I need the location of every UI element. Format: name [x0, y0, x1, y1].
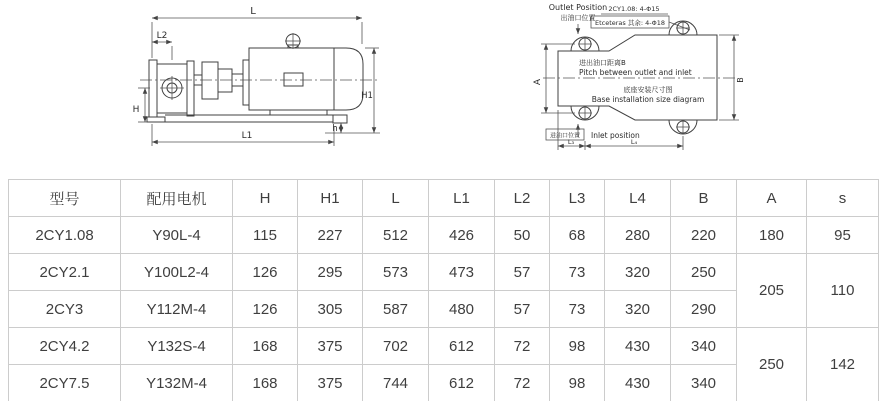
inlet-label-zh: 进油口位置 — [549, 132, 581, 140]
table-cell: 280 — [605, 217, 671, 254]
coupling — [194, 60, 249, 105]
base-caption-en: Base installation size diagram — [591, 95, 705, 104]
pitch-label-en: Pitch between outlet and inlet — [579, 68, 692, 77]
table-cell: 95 — [807, 217, 879, 254]
table-cell: 227 — [298, 217, 363, 254]
mounting-ear-top-right — [669, 21, 697, 35]
dim-A-label: A — [533, 78, 543, 86]
table-cell: 142 — [807, 328, 879, 401]
table-cell: Y132S-4 — [121, 328, 233, 365]
table-cell: 73 — [550, 291, 605, 328]
diagram-area — [0, 0, 886, 172]
pitch-label-zh: 进出油口距离B — [579, 59, 626, 67]
table-cell: 205 — [737, 254, 807, 328]
table-cell: 340 — [671, 365, 737, 401]
dimension-B — [719, 35, 745, 120]
dimension-L3-L4 — [558, 110, 683, 150]
table-cell: 375 — [298, 328, 363, 365]
eye-bolt-icon — [285, 33, 301, 49]
table-cell: 290 — [671, 291, 737, 328]
table-cell: 57 — [495, 291, 550, 328]
table-cell: 2CY3 — [9, 291, 121, 328]
column-header: L2 — [495, 180, 550, 217]
table-cell: 573 — [363, 254, 429, 291]
mounting-ear-top-left — [571, 37, 599, 51]
column-header: B — [671, 180, 737, 217]
dimension-L1 — [152, 124, 334, 146]
table-cell: 612 — [429, 328, 495, 365]
table-cell: 168 — [233, 365, 298, 401]
table-cell: 587 — [363, 291, 429, 328]
callout-model: 2CY1.08: 4-Φ15 — [608, 5, 660, 13]
column-header: L1 — [429, 180, 495, 217]
column-header: L4 — [605, 180, 671, 217]
dim-L-label: L — [250, 6, 256, 17]
table-cell: 480 — [429, 291, 495, 328]
table-cell: 220 — [671, 217, 737, 254]
column-header: s — [807, 180, 879, 217]
dim-B-label: B — [736, 77, 745, 83]
table-cell: 68 — [550, 217, 605, 254]
table-cell: 2CY4.2 — [9, 328, 121, 365]
base-plate — [147, 110, 347, 123]
table-cell: 126 — [233, 291, 298, 328]
dim-h-label: h — [332, 124, 338, 134]
table-cell: 168 — [233, 328, 298, 365]
table-row — [9, 254, 879, 291]
dimension-table — [8, 179, 879, 401]
table-cell: Y112M-4 — [121, 291, 233, 328]
table-cell: 115 — [233, 217, 298, 254]
table-cell: 426 — [429, 217, 495, 254]
base-diagram-caption — [592, 85, 705, 104]
dim-H1-label: H1 — [361, 91, 373, 101]
table-cell: 473 — [429, 254, 495, 291]
table-cell: 744 — [363, 365, 429, 401]
dim-H-label: H — [132, 105, 140, 115]
motor-body — [249, 33, 363, 110]
table-cell: 430 — [605, 328, 671, 365]
table-cell: 2CY7.5 — [9, 365, 121, 401]
table-cell: 72 — [495, 328, 550, 365]
table-cell: 320 — [605, 291, 671, 328]
column-header: H — [233, 180, 298, 217]
column-header: 配用电机 — [121, 180, 233, 217]
column-header: 型号 — [9, 180, 121, 217]
table-cell: 430 — [605, 365, 671, 401]
dim-L1-label: L1 — [241, 131, 253, 141]
table-cell: 295 — [298, 254, 363, 291]
base-plate-outline — [558, 35, 717, 120]
column-header: A — [737, 180, 807, 217]
table-cell: 73 — [550, 254, 605, 291]
base-caption-zh: 底座安装尺寸图 — [623, 86, 673, 94]
column-header: H1 — [298, 180, 363, 217]
table-cell: 702 — [363, 328, 429, 365]
table-cell: 2CY1.08 — [9, 217, 121, 254]
table-cell: 50 — [495, 217, 550, 254]
table-row — [9, 328, 879, 365]
mounting-ear-bottom-left — [571, 106, 599, 120]
table-cell: 126 — [233, 254, 298, 291]
outlet-label-zh: 出油口位置 — [560, 14, 596, 22]
table-head-row — [9, 180, 879, 217]
table-cell: 98 — [550, 365, 605, 401]
table-cell: 98 — [550, 328, 605, 365]
dim-L2-label: L2 — [156, 31, 168, 41]
table-cell: 375 — [298, 365, 363, 401]
table-cell: 180 — [737, 217, 807, 254]
dimension-h — [325, 123, 380, 134]
table-cell: Y132M-4 — [121, 365, 233, 401]
table-cell: Y90L-4 — [121, 217, 233, 254]
table-cell: 72 — [495, 365, 550, 401]
table-cell: 2CY2.1 — [9, 254, 121, 291]
callout-etceteras: Etceteras 其余: 4-Φ18 — [594, 19, 666, 27]
table-cell: 305 — [298, 291, 363, 328]
column-header: L — [363, 180, 429, 217]
inlet-position-label — [546, 124, 640, 140]
column-header: L3 — [550, 180, 605, 217]
table-cell: 250 — [671, 254, 737, 291]
table-cell: 512 — [363, 217, 429, 254]
table-cell: 250 — [737, 328, 807, 401]
table-cell: 340 — [671, 328, 737, 365]
pitch-label — [579, 58, 692, 77]
dimension-L2 — [152, 31, 172, 60]
table-row — [9, 217, 879, 254]
dim-L4-label: L₄ — [630, 138, 638, 146]
pump-body — [147, 60, 194, 122]
terminal-box — [284, 73, 303, 86]
mounting-ear-bottom-right — [669, 120, 697, 134]
table-cell: 320 — [605, 254, 671, 291]
dimension-A — [533, 44, 575, 113]
table-cell: 57 — [495, 254, 550, 291]
dimension-L — [152, 6, 362, 58]
inlet-label-en: Inlet position — [591, 131, 640, 140]
dim-L3-label: L₃ — [567, 138, 575, 146]
base-installation-diagram — [443, 0, 886, 172]
table-cell: 612 — [429, 365, 495, 401]
table-body — [9, 217, 879, 401]
table-cell: 110 — [807, 254, 879, 328]
table-cell: Y100L2-4 — [121, 254, 233, 291]
dimension-H1 — [361, 48, 379, 133]
outlet-label-en: Outlet Position — [548, 3, 608, 12]
pump-side-view-diagram — [0, 0, 443, 172]
